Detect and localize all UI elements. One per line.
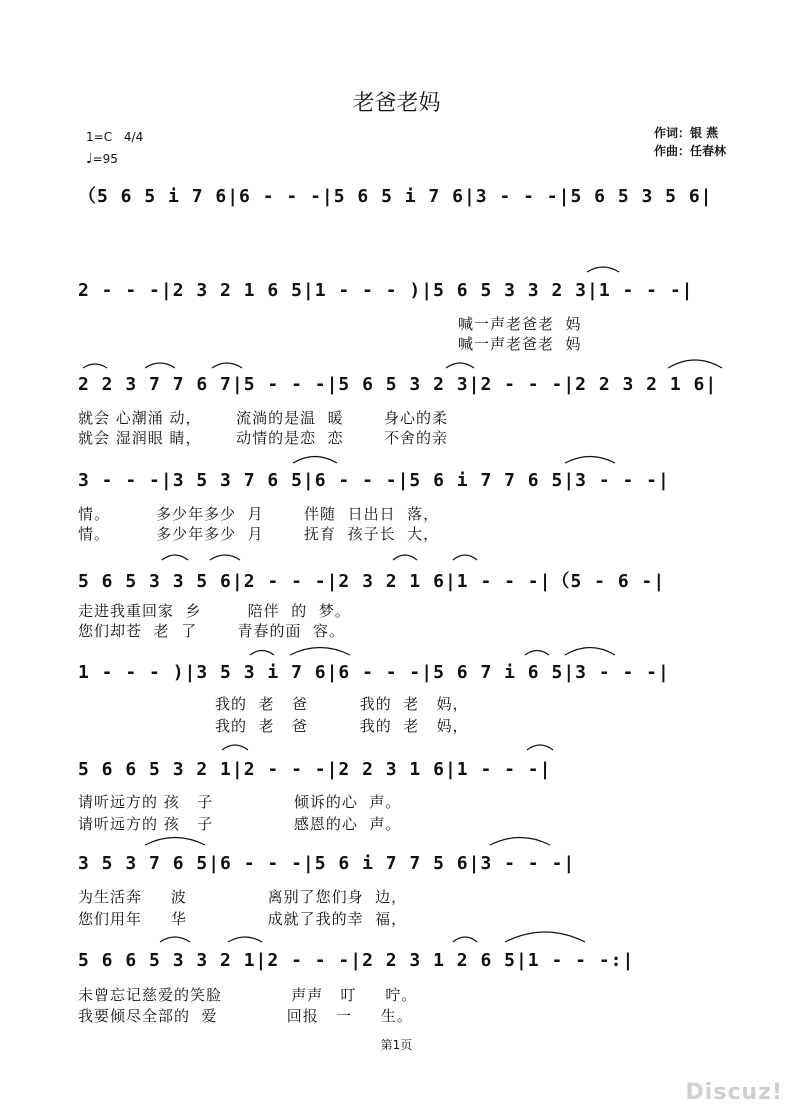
lyric-line-1: 请听远方的 孩 子 倾诉的心 声。 — [78, 793, 402, 811]
lyric-line-1: 就会 心潮涌 动， 流淌的是温 暖 身心的柔 — [78, 409, 449, 427]
notation-row: 2 2 3 7 7 6 7|5 - - -|5 6 5 3 2 3|2 - - -|2 2 3 2 1 6| — [78, 374, 718, 395]
lyric-line-2: 我的 老 爸 我的 老 妈， — [215, 717, 469, 735]
time-signature: 4/4 — [123, 130, 144, 144]
lyric-line-2: 我要倾尽全部的 爱 回报 一 生。 — [78, 1007, 413, 1025]
notation-row: 2 - - -|2 3 2 1 6 5|1 - - - )|5 6 5 3 3 2 3|1 - - -| — [78, 280, 694, 301]
lyric-line-1: 为生活奔 波 离别了您们身 边， — [78, 888, 408, 906]
notation-row: 3 - - -|3 5 3 7 6 5|6 - - -|5 6 i 7 7 6 5|3 - - -| — [78, 470, 670, 491]
song-title: 老爸老妈 — [352, 91, 441, 116]
key-label: 1=C — [86, 130, 113, 144]
lyric-line-2: 喊一声老爸老 妈 — [458, 335, 582, 353]
page-number: 第1页 — [380, 1038, 413, 1052]
lyric-line-2: 您们用年 华 成就了我的幸 福， — [78, 910, 408, 928]
lyric-line-2: 就会 湿润眼 睛， 动情的是恋 恋 不舍的亲 — [78, 429, 449, 447]
lyric-line-1: 我的 老 爸 我的 老 妈， — [215, 695, 469, 713]
composer: 作曲：任春林 — [654, 144, 727, 158]
notation-row: 5 6 6 5 3 3 2 1|2 - - -|2 2 3 1 2 6 5|1 - - -:| — [78, 950, 635, 971]
lyric-line-2: 情。 多少年多少 月 抚育 孩子长 大， — [78, 525, 440, 543]
notation-row: 3 5 3 7 6 5|6 - - -|5 6 i 7 7 5 6|3 - - -| — [78, 853, 576, 874]
lyric-line-1: 走进我重回家 乡 陪伴 的 梦。 — [78, 602, 351, 620]
tempo-value: =95 — [92, 152, 118, 166]
lyric-line-1: 未曾忘记慈爱的笑脸 声声 叮 咛。 — [78, 986, 418, 1004]
lyricist: 作词：银 燕 — [654, 126, 719, 140]
lyric-line-2: 您们却苍 老 了 青春的面 容。 — [78, 622, 345, 640]
lyric-line-1: 喊一声老爸老 妈 — [458, 315, 582, 333]
lyric-line-2: 请听远方的 孩 子 感恩的心 声。 — [78, 815, 402, 833]
watermark: Discuz! — [685, 1080, 783, 1105]
lyric-line-1: 情。 多少年多少 月 伴随 日出日 落， — [78, 505, 440, 523]
notation-row: （5 6 5 i 7 6|6 - - -|5 6 5 i 7 6|3 - - -|5 6 5 3 5 6| — [78, 186, 713, 207]
notation-row: 1 - - - )|3 5 3 i 7 6|6 - - -|5 6 7 i 6 5|3 - - -| — [78, 662, 670, 683]
notation-row: 5 6 6 5 3 2 1|2 - - -|2 2 3 1 6|1 - - -| — [78, 759, 552, 780]
notation-row: 5 6 5 3 3 5 6|2 - - -|2 3 2 1 6|1 - - -|（5 - 6 -| — [78, 571, 666, 592]
quarter-note-icon: ♩ — [86, 151, 93, 167]
